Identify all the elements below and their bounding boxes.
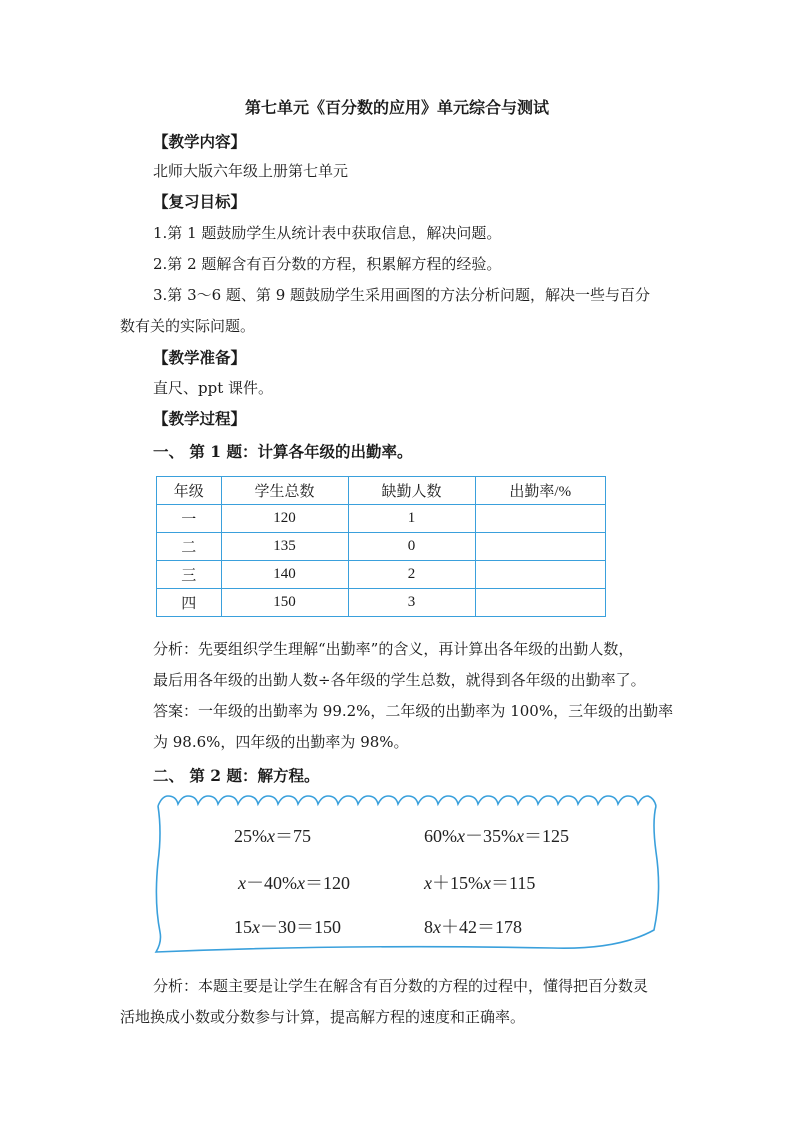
table-row: [157, 505, 606, 533]
table-cell: 四: [157, 589, 222, 617]
table-cell: 三: [157, 561, 222, 589]
equation-1: 25%x＝75: [234, 826, 311, 846]
step-1-answer-line-2: 为 98.6%，四年级的出勤率为 98%。: [153, 733, 409, 751]
goal-3-line-2: 数有关的实际问题。: [120, 317, 256, 335]
step-2-analysis-line-1: 分析：本题主要是让学生在解含有百分数的方程的过程中，懂得把百分数灵: [153, 977, 649, 995]
table-header-cell: 缺勤人数: [348, 477, 475, 505]
table-cell: 3: [348, 589, 475, 617]
section-heading-process: 【教学过程】: [153, 409, 247, 428]
equation-card-frame: [148, 792, 668, 958]
table-row: [157, 561, 606, 589]
table-cell: [475, 533, 605, 561]
step-2-analysis-line-2: 活地换成小数或分数参与计算，提高解方程的速度和正确率。: [120, 1008, 526, 1026]
step-1-title: 一、 第 1 题：计算各年级的出勤率。: [153, 442, 413, 461]
table-header-cell: 年级: [157, 477, 222, 505]
table-header-cell: 学生总数: [221, 477, 348, 505]
prep-text: 直尺、ppt 课件。: [153, 379, 274, 397]
step-1-analysis-line-2: 最后用各年级的出勤人数÷各年级的学生总数，就得到各年级的出勤率了。: [153, 671, 646, 689]
content-text: 北师大版六年级上册第七单元: [153, 162, 349, 180]
step-2-title: 二、 第 2 题：解方程。: [153, 766, 320, 785]
equation-3: x－40%x＝120: [238, 873, 350, 893]
table-row: [157, 589, 606, 617]
table-cell: 一: [157, 505, 222, 533]
table-cell: 135: [221, 533, 348, 561]
table-header-cell: 出勤率/%: [475, 477, 605, 505]
section-heading-prep: 【教学准备】: [153, 348, 247, 367]
table-cell: [475, 589, 605, 617]
equation-6: 8x＋42＝178: [424, 917, 522, 937]
table-cell: 1: [348, 505, 475, 533]
equation-4: x＋15%x＝115: [424, 873, 536, 893]
goal-2: 2.第 2 题解含有百分数的方程，积累解方程的经验。: [153, 255, 502, 273]
table-cell: [475, 561, 605, 589]
page-title: 第七单元《百分数的应用》单元综合与测试: [244, 98, 549, 117]
table-cell: 150: [221, 589, 348, 617]
table-cell: 0: [348, 533, 475, 561]
step-1-answer-line-1: 答案：一年级的出勤率为 99.2%，二年级的出勤率为 100%，三年级的出勤率: [153, 702, 674, 720]
goal-1: 1.第 1 题鼓励学生从统计表中获取信息，解决问题。: [153, 224, 502, 242]
section-heading-goals: 【复习目标】: [153, 192, 247, 211]
table-cell: 120: [221, 505, 348, 533]
equation-5: 15x－30＝150: [234, 917, 341, 937]
equation-2: 60%x－35%x＝125: [424, 826, 569, 846]
table-cell: 二: [157, 533, 222, 561]
goal-3-line-1: 3.第 3～6 题、第 9 题鼓励学生采用画图的方法分析问题，解决一些与百分: [153, 286, 651, 304]
table-cell: 2: [348, 561, 475, 589]
table-cell: 140: [221, 561, 348, 589]
step-1-analysis-line-1: 分析：先要组织学生理解“出勤率”的含义，再计算出各年级的出勤人数，: [153, 640, 634, 658]
attendance-table: [156, 476, 606, 617]
table-row: [157, 533, 606, 561]
table-header-row: [157, 477, 606, 505]
section-heading-content: 【教学内容】: [153, 132, 247, 151]
table-cell: [475, 505, 605, 533]
